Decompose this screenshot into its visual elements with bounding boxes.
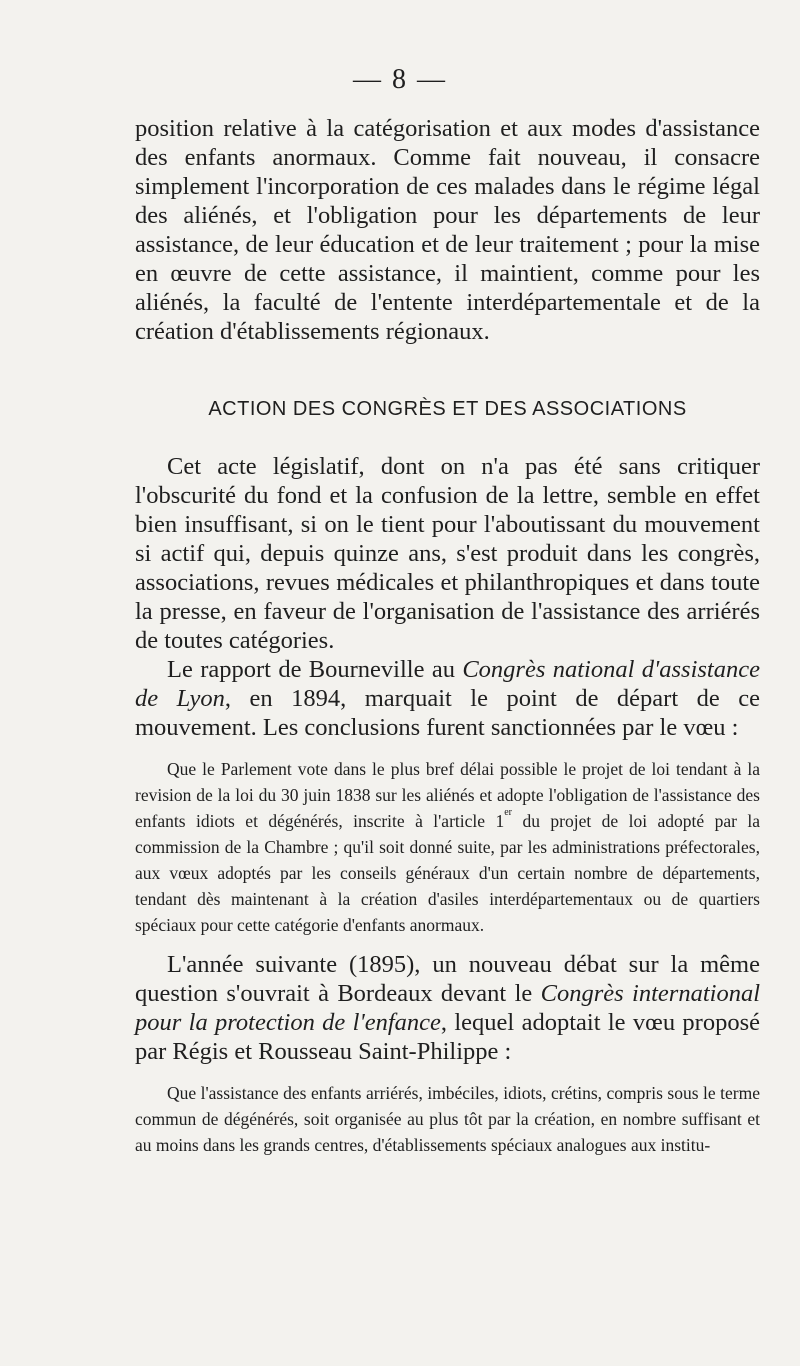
- body-block: [135, 452, 760, 1158]
- paragraph-4-text-b: , lequel adoptait le vœu proposé par Régis et Rousseau Saint-Philippe :: [135, 1009, 760, 1065]
- quote-1-text-b: du projet de loi adopté par la commission de la Chambre ; qu'il soit donné suite, par les administrations préfectorales, aux vœux adoptés par les conseils généraux d'un certain nombre de départements, tendant dès maintenant à la création d'asiles interdépartementaux ou de quartiers spéciaux pour cette catégorie d'enfants anormaux.: [135, 811, 760, 935]
- quote-2: Que l'assistance des enfants arriérés, imbéciles, idiots, crétins, compris sous le terme commun de dégénérés, soit organisée au plus tôt par la création, en nombre suffisant et au moins dans les grands centres, d'établissements spéciaux analogues aux institu-: [135, 1083, 760, 1155]
- intro-paragraph-block: [135, 114, 760, 346]
- paragraph-2: Cet acte législatif, dont on n'a pas été sans critiquer l'obscurité du fond et la confusion de la lettre, semble en effet bien insuffisant, si on le tient pour l'aboutissant du mouvement si actif qui, depuis quinze ans, s'est produit dans les congrès, associations, revues médicales et philanthropiques et dans toute la presse, en faveur de l'organisation de l'assistance des arriérés de toutes catégories.: [135, 453, 760, 654]
- quote-1: [135, 756, 760, 938]
- paragraph-3: [135, 655, 760, 742]
- paragraph-4-italic: Congrès international pour la protection de l'enfance: [135, 980, 760, 1036]
- paragraph-3-text-b: , en 1894, marquait le point de départ de ce mouvement. Les conclusions furent sanctionnées par le vœu :: [135, 685, 760, 741]
- section-heading: ACTION DES CONGRÈS ET DES ASSOCIATIONS: [208, 398, 687, 420]
- paragraph-4-text-a: L'année suivante (1895), un nouveau débat sur la même question s'ouvrait à Bordeaux devant le: [135, 951, 760, 1007]
- quote-1-superscript: er: [504, 807, 512, 818]
- paragraph-4: [135, 950, 760, 1066]
- intro-paragraph: position relative à la catégorisation et aux modes d'assistance des enfants anormaux. Comme fait nouveau, il consacre simplement l'incorporation de ces malades dans le régime légal des aliénés, et l'obligation pour les départements de leur assistance, de leur éducation et de leur traitement ; pour la mise en œuvre de cette assistance, il maintient, comme pour les aliénés, la faculté de l'entente interdépartementale et de la création d'établissements régionaux.: [135, 115, 760, 345]
- paragraph-3-italic: Congrès national d'assistance de Lyon: [135, 656, 760, 712]
- page-number: — 8 —: [353, 64, 447, 95]
- quote-1-text-a: Que le Parlement vote dans le plus bref délai possible le projet de loi tendant à la revision de la loi du 30 juin 1838 sur les aliénés et adopte l'obligation de l'assistance des enfants idiots et dégénérés, inscrite à l'article 1: [135, 759, 760, 831]
- paragraph-3-text-a: Le rapport de Bourneville au: [167, 656, 463, 683]
